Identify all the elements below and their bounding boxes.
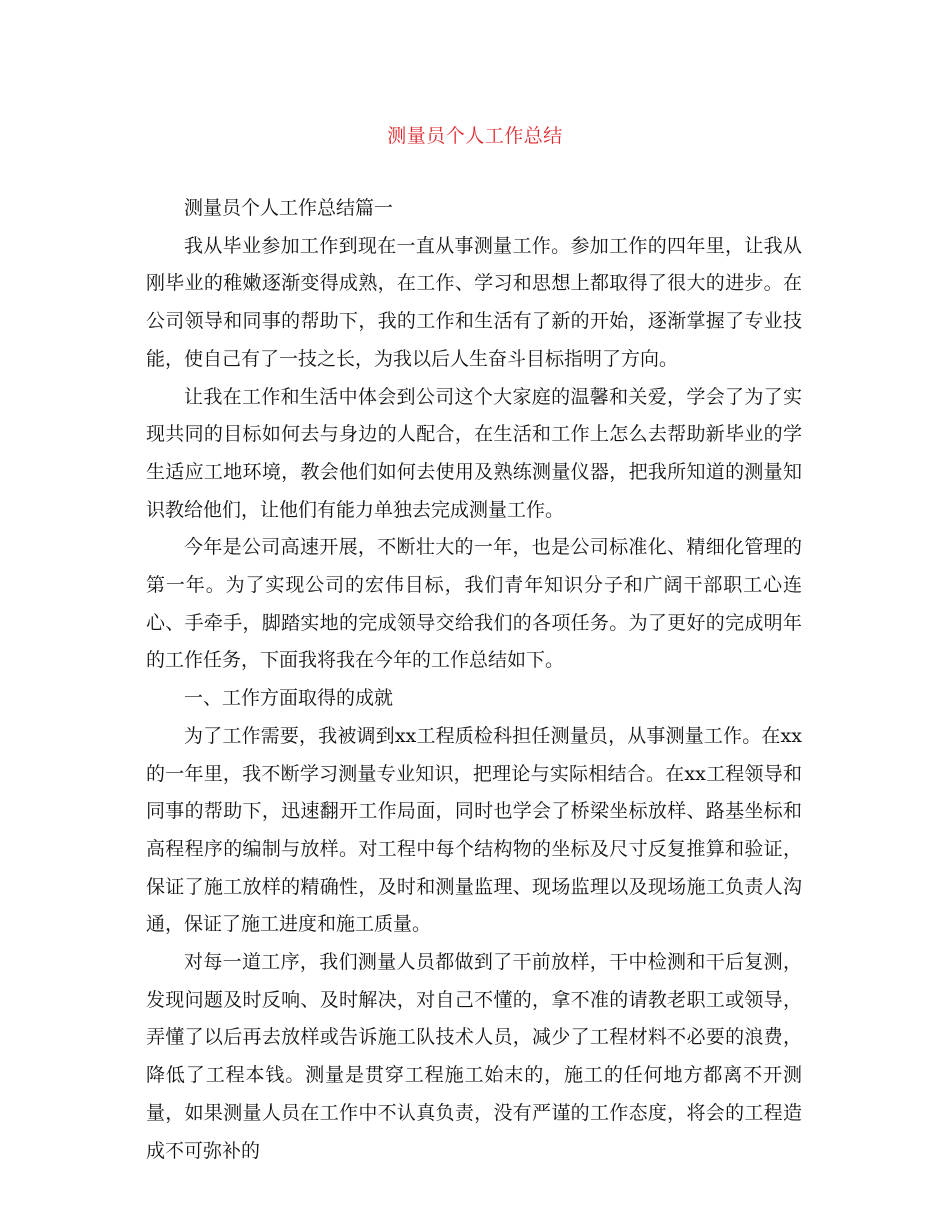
document-body [146,190,802,1170]
paragraph: 让我在工作和生活中体会到公司这个大家庭的温馨和关爱，学会了为了实现共同的目标如何去与身边的人配合，在生活和工作上怎么去帮助新毕业的学生适应工地环境，教会他们如何去使用及熟练测量仪器，把我所知道的测量知识教给他们，让他们有能力单独去完成测量工作。 [146,385,802,521]
section-heading: 测量员个人工作总结篇一 [184,197,394,219]
paragraph: 对每一道工序，我们测量人员都做到了干前放样，干中检测和干后复测，发现问题及时反响、及时解决，对自己不懂的，拿不准的请教老职工或领导，弄懂了以后再去放样或告诉施工队技术人员，减少了工程材料不必要的浪费，降低了工程本钱。测量是贯穿工程施工始末的，施工的任何地方都离不开测量，如果测量人员在工作中不认真负责，没有严谨的工作态度，将会的工程造成不可弥补的 [146,951,802,1162]
document-title: 测量员个人工作总结 [387,125,563,147]
paragraph: 我从毕业参加工作到现在一直从事测量工作。参加工作的四年里，让我从刚毕业的稚嫩逐渐变得成熟，在工作、学习和思想上都取得了很大的进步。在公司领导和同事的帮助下，我的工作和生活有了新的开始，逐渐掌握了专业技能，使自己有了一技之长，为我以后人生奋斗目标指明了方向。 [146,234,802,370]
subsection-heading: 一、工作方面取得的成就 [184,687,394,710]
paragraph: 今年是公司高速开展，不断壮大的一年，也是公司标准化、精细化管理的第一年。为了实现公司的宏伟目标，我们青年知识分子和广阔干部职工心连心、手牵手，脚踏实地的完成领导交给我们的各项任务。为了更好的完成明年的工作任务，下面我将我在今年的工作总结如下。 [146,536,802,672]
paragraph: 为了工作需要，我被调到xx工程质检科担任测量员，从事测量工作。在xx的一年里，我不断学习测量专业知识，把理论与实际相结合。在xx工程领导和同事的帮助下，迅速翻开工作局面，同时也学会了桥梁坐标放样、路基坐标和高程程序的编制与放样。对工程中每个结构物的坐标及尺寸反复推算和验证，保证了施工放样的精确性，及时和测量监理、现场监理以及现场施工负责人沟通，保证了施工进度和施工质量。 [146,724,802,936]
